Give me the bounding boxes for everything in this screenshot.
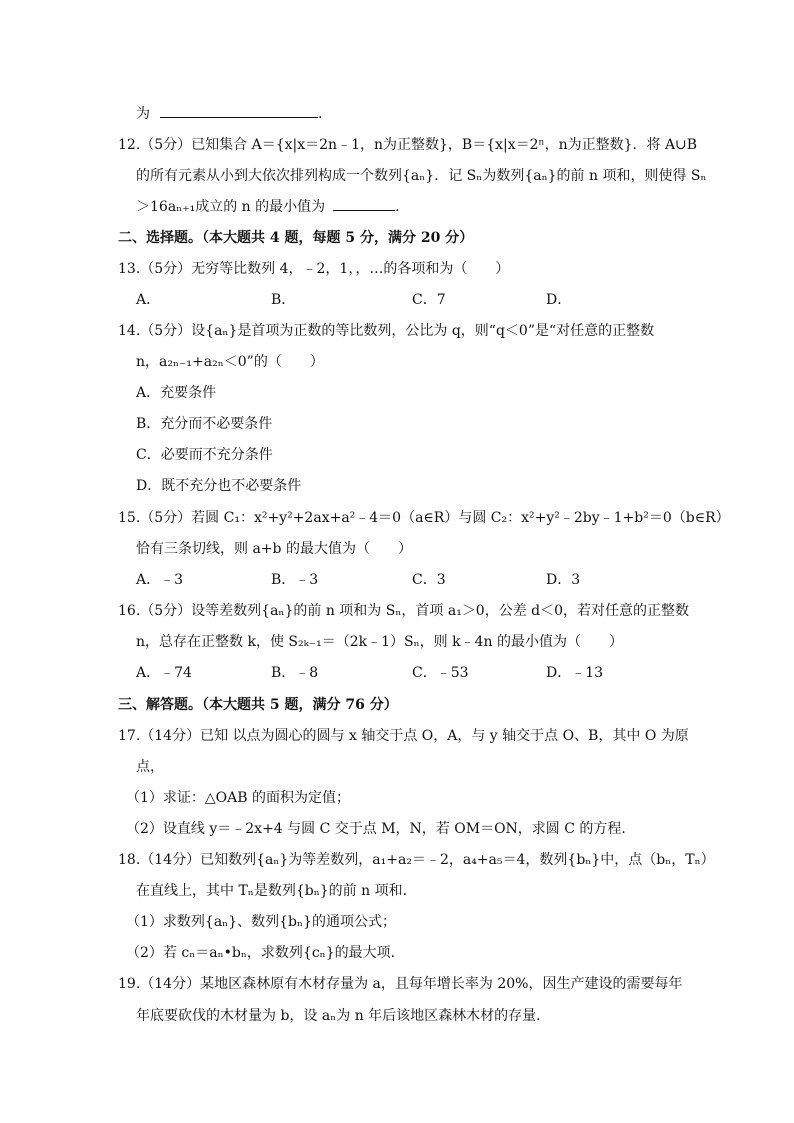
- q16-options: [0, 662, 794, 684]
- q16-option-a[interactable]: A．﹣74: [136, 665, 192, 681]
- q18-sub-2: （2）若 cₙ＝aₙ•bₙ，求数列{cₙ}的最大项．: [126, 945, 405, 961]
- q14-option-b[interactable]: B．充分而不必要条件: [136, 416, 273, 432]
- q15-option-c[interactable]: C．3: [412, 572, 446, 588]
- q19-line-2: 年底要砍伐的木材量为 b，设 aₙ为 n 年后该地区森林木材的存量．: [136, 1008, 551, 1024]
- q16-line-1: 16.（5分）设等差数列{aₙ}的前 n 项和为 Sₙ，首项 a₁＞0，公差 d＜0，若对任意的正整数: [118, 603, 690, 619]
- q13-options: [0, 289, 794, 311]
- q17-line-2: 点，: [136, 759, 164, 775]
- q11-suffix: .: [318, 106, 323, 122]
- q12-suffix: .: [395, 199, 400, 215]
- q16-line-2: n，总存在正整数 k，使 S₂ₖ₋₁＝（2k﹣1）Sₙ，则 k﹣4n 的最小值为（ ）: [136, 634, 623, 650]
- q13-stem: 13.（5分）无穷等比数列 4，﹣2，1，，…的各项和为（ ）: [118, 261, 510, 277]
- q12-answer-blank[interactable]: [333, 196, 395, 211]
- q19-line-1: 19.（14分）某地区森林原有木材存量为 a，且每年增长率为 20%，因生产建设的需要每年: [118, 976, 683, 992]
- q18-line-2: 在直线上，其中 Tₙ是数列{bₙ}的前 n 项和．: [136, 883, 417, 899]
- q15-line-2: 恰有三条切线，则 a+b 的最大值为（ ）: [136, 541, 412, 557]
- section-2-heading: 二、选择题。（本大题共 4 题，每题 5 分，满分 20 分）: [118, 230, 474, 246]
- q16-option-b[interactable]: B．﹣8: [271, 665, 319, 681]
- q12-line-3: [136, 196, 724, 218]
- q15-line-1: 15.（5分）若圆 C₁：x²+y²+2ax+a²﹣4＝0（a∈R）与圆 C₂：x²+y²﹣2by﹣1+b²＝0（b∈R）: [118, 510, 730, 526]
- q16-option-d[interactable]: D．﹣13: [546, 665, 604, 681]
- q13-option-c[interactable]: C．7: [412, 292, 446, 308]
- q15-option-a[interactable]: A．﹣3: [136, 572, 184, 588]
- q12-line-3-text: ＞16aₙ₊₁成立的 n 的最小值为: [136, 199, 326, 215]
- q16-option-c[interactable]: C．﹣53: [412, 665, 469, 681]
- q14-option-c[interactable]: C．必要而不充分条件: [136, 447, 273, 463]
- q18-line-1: 18.（14分）已知数列{aₙ}为等差数列，a₁+a₂＝﹣2，a₄+a₅＝4，数列{bₙ}中，点（bₙ，Tₙ）: [118, 852, 715, 868]
- q17-sub-1: （1）求证：△OAB 的面积为定值；: [126, 790, 350, 806]
- q11-answer-line: [136, 103, 724, 125]
- q14-line-1: 14.（5分）设{aₙ}是首项为正数的等比数列，公比为 q，则“q＜0”是“对任意的正整数: [118, 323, 655, 339]
- q17-line-1: 17.（14分）已知 以点为圆心的圆与 x 轴交于点 O，A，与 y 轴交于点 O、B，其中 O 为原: [118, 728, 689, 744]
- q12-line-1: 12.（5分）已知集合 A＝{x|x＝2n﹣1，n为正整数}，B＝{x|x＝2ⁿ，n为正整数}．将 A∪B: [118, 137, 698, 153]
- q15-option-d[interactable]: D．3: [546, 572, 581, 588]
- q13-option-b[interactable]: B．: [271, 292, 296, 308]
- q14-line-2: n，a₂ₙ₋₁+a₂ₙ＜0”的（ ）: [136, 354, 324, 370]
- q11-answer-blank[interactable]: [160, 103, 318, 118]
- q14-option-d[interactable]: D．既不充分也不必要条件: [136, 478, 302, 494]
- q13-option-a[interactable]: A．: [136, 292, 161, 308]
- q17-sub-2: （2）设直线 y＝﹣2x+4 与圆 C 交于点 M，N，若 OM＝ON，求圆 C 的方程．: [126, 821, 636, 837]
- q11-prefix: 为: [136, 106, 150, 122]
- q15-option-b[interactable]: B．﹣3: [271, 572, 319, 588]
- q15-options: [0, 569, 794, 591]
- q14-option-a[interactable]: A．充要条件: [136, 385, 217, 401]
- q12-line-2: 的所有元素从小到大依次排列构成一个数列{aₙ}．记 Sₙ为数列{aₙ}的前 n 项和，则使得 Sₙ: [136, 168, 707, 184]
- section-3-heading: 三、解答题。（本大题共 5 题，满分 76 分）: [118, 697, 398, 713]
- q13-option-d[interactable]: D．: [546, 292, 572, 308]
- q18-sub-1: （1）求数列{aₙ}、数列{bₙ}的通项公式；: [126, 914, 396, 930]
